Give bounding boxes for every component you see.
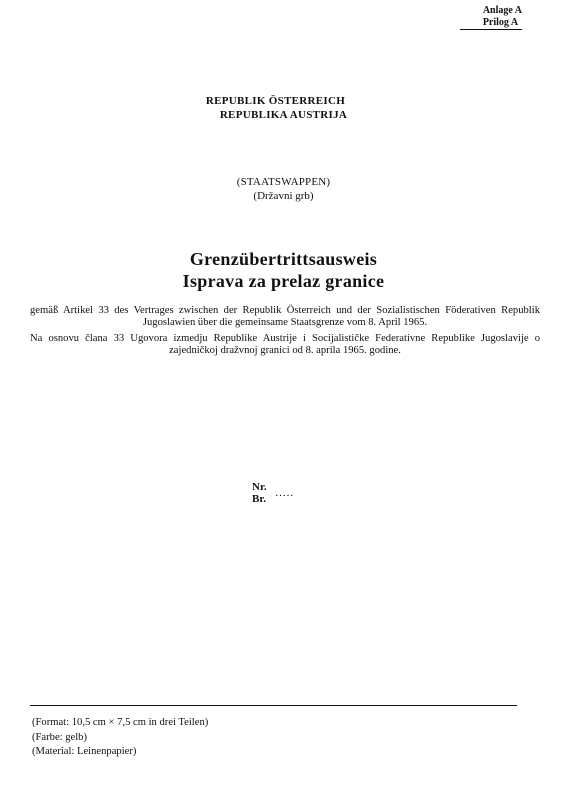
country-heading-sc: REPUBLIKA AUSTRIJA <box>219 109 348 121</box>
material-note: (Material: Leinenpapier) <box>32 746 137 757</box>
annex-label-de: Anlage A <box>482 5 522 16</box>
legal-basis <box>30 305 540 361</box>
document-number-labels <box>252 481 267 505</box>
annex-underline <box>460 29 522 30</box>
document-title-sc: Isprava za prelaz granice <box>182 271 385 291</box>
legal-basis-sc: Na osnovu člana 33 Ugovora izmedju Republike Austrije i Socijalističke Federativne Republike Jugoslavije o zajedničkoj dražvnoj granici od 8. aprila 1965. godine. <box>30 333 540 356</box>
document-title-de: Grenzübertrittsausweis <box>189 249 378 269</box>
coat-of-arms-de: (STAATSWAPPEN) <box>236 176 331 188</box>
legal-basis-de: gemäß Artikel 33 des Vertrages zwischen der Republik Österreich und der Sozialistischen Föderativen Republik Jugoslawien über die gemeinsame Staatsgrenze vom 8. April 1965. <box>30 305 540 328</box>
annex-label-sc: Prilog A <box>482 17 519 28</box>
number-label-de: Nr. <box>252 481 267 493</box>
number-placeholder-dots: ..... <box>275 487 295 499</box>
specification-notes <box>32 716 208 760</box>
annex-label <box>483 5 522 29</box>
coat-of-arms-placeholder <box>0 175 567 203</box>
country-heading <box>0 94 567 122</box>
document-number <box>252 481 294 505</box>
country-heading-de: REPUBLIK ÖSTERREICH <box>205 95 346 107</box>
footer-divider <box>30 705 517 706</box>
number-label-sc: Br. <box>252 493 266 505</box>
document-title <box>0 248 567 292</box>
coat-of-arms-sc: (Državni grb) <box>253 190 314 202</box>
color-note: (Farbe: gelb) <box>32 731 88 743</box>
format-note: (Format: 10,5 cm × 7,5 cm in drei Teilen) <box>32 717 209 728</box>
